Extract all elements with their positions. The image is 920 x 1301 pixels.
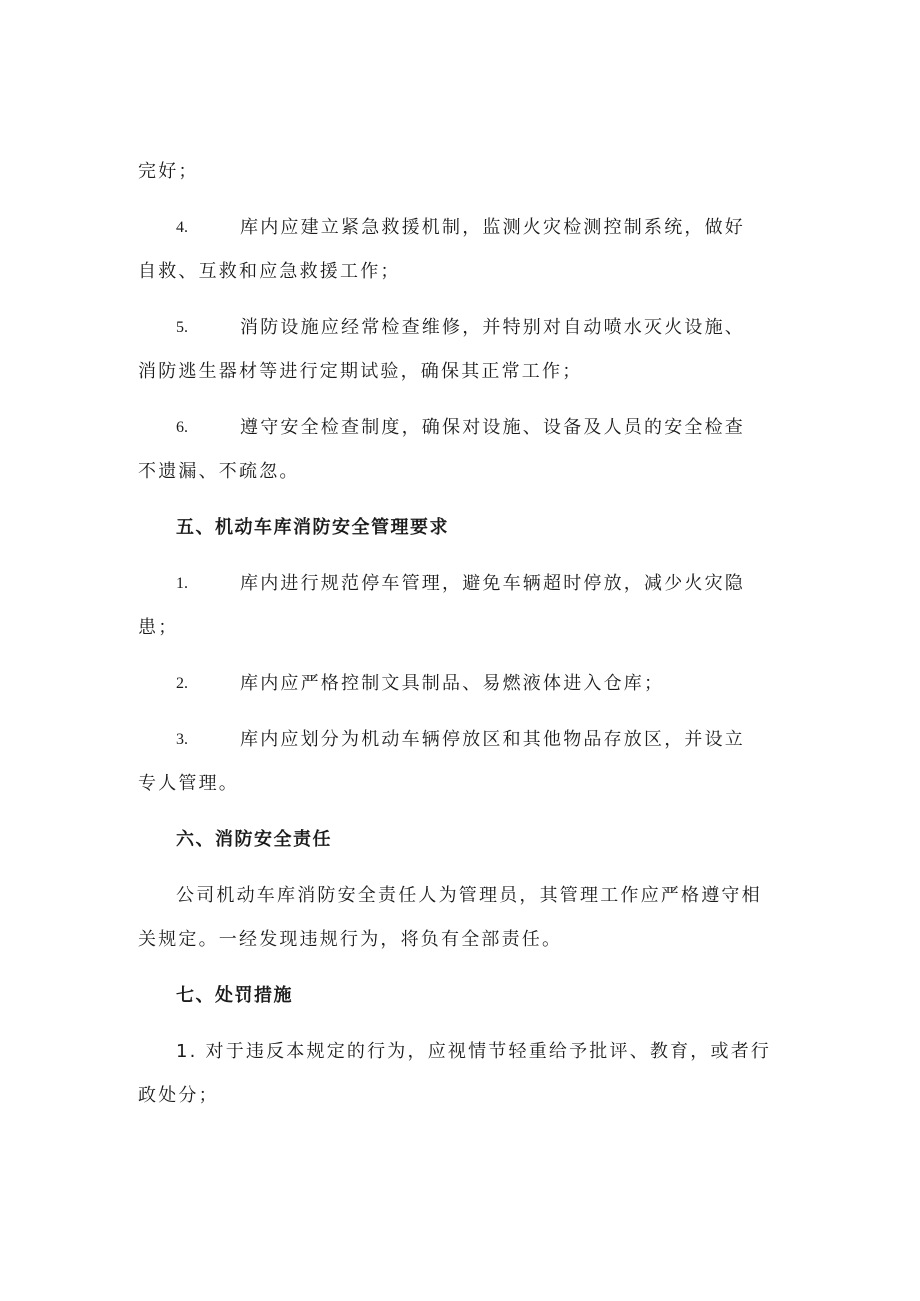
section-heading: 五、机动车库消防安全管理要求 bbox=[176, 517, 449, 538]
list-item-text: 1. 对于违反本规定的行为，应视情节轻重给予批评、教育，或者行 bbox=[176, 1041, 772, 1062]
list-number: 3. bbox=[176, 731, 188, 748]
list-number: 2. bbox=[176, 675, 188, 692]
list-number: 4. bbox=[176, 219, 188, 236]
list-item-text: 库内应建立紧急救援机制，监测火灾检测控制系统，做好 bbox=[240, 217, 745, 238]
paragraph-line: 完好； bbox=[138, 161, 199, 182]
list-item-text: 自救、互救和应急救援工作； bbox=[138, 261, 401, 282]
list-item-text: 库内应严格控制文具制品、易燃液体进入仓库； bbox=[240, 673, 665, 694]
list-item-text: 不遗漏、不疏忽。 bbox=[138, 461, 300, 482]
paragraph-line: 公司机动车库消防安全责任人为管理员，其管理工作应严格遵守相 bbox=[176, 885, 762, 906]
list-item-text: 遵守安全检查制度，确保对设施、设备及人员的安全检查 bbox=[240, 417, 745, 438]
list-item-text: 政处分； bbox=[138, 1085, 219, 1106]
list-item-text: 库内应划分为机动车辆停放区和其他物品存放区，并设立 bbox=[240, 729, 745, 750]
list-number: 6. bbox=[176, 419, 188, 436]
list-number: 5. bbox=[176, 319, 188, 336]
list-item-text: 消防逃生器材等进行定期试验，确保其正常工作； bbox=[138, 361, 583, 382]
list-number: 1. bbox=[176, 575, 188, 592]
list-item-text: 库内进行规范停车管理，避免车辆超时停放，减少火灾隐 bbox=[240, 573, 745, 594]
list-item-text: 消防设施应经常检查维修，并特别对自动喷水灭火设施、 bbox=[240, 317, 745, 338]
section-heading: 六、消防安全责任 bbox=[176, 829, 332, 850]
list-item-text: 患； bbox=[138, 617, 179, 638]
section-heading: 七、处罚措施 bbox=[176, 985, 293, 1006]
paragraph-line: 关规定。一经发现违规行为，将负有全部责任。 bbox=[138, 929, 563, 950]
list-item-text: 专人管理。 bbox=[138, 773, 239, 794]
